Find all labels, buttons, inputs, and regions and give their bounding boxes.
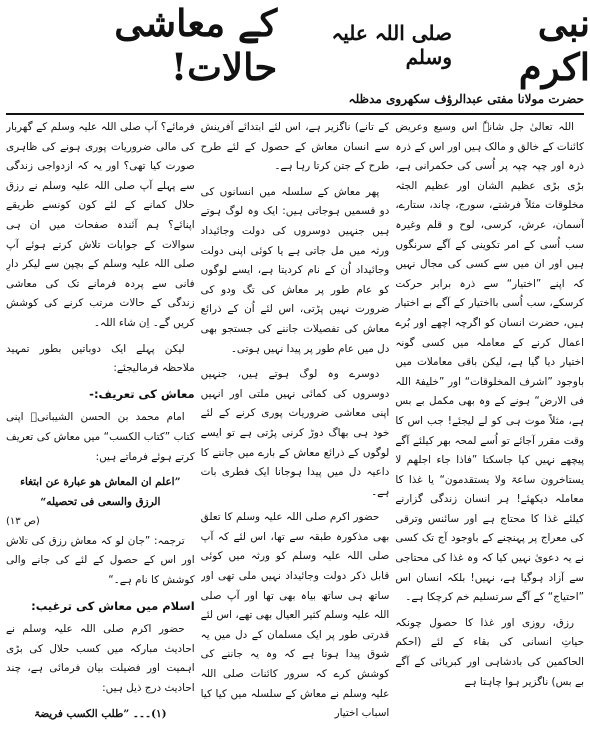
title-part-2: کے معاشی حالات! xyxy=(114,1,278,89)
title-divider xyxy=(6,113,584,115)
col2-paragraph-2: پھر معاش کے سلسلہ میں انسانوں کی دو قسمیں ہوجاتی ہیں: ایک وہ لوگ ہوتے ہیں جنہیں دوسروں کی دولت وجائیداد ورثہ میں مل جاتی ہے یا کوئی اپنی دولت وجائیداد اُن کے نام کردیتا ہے، ایسے لوگوں کو عام طور پر معاش کی تگ ودو کی ضرورت نہیں پڑتی، اس لئے اُن کے ذرائع معاش کی تفصیلات جاننے کی جستجو بھی دل میں عام طور پر پیدا نہیں ہوتی۔ xyxy=(200,185,390,355)
col3-paragraph-3: امام محمد بن الحسن الشیبانیؒ اپنی کتاب ”کتاب الکسب“ میں معاش کی تعریف کرتے ہوئے فرماتے ہیں: xyxy=(5,411,195,463)
arabic-quote: ”اعلم ان المعاش هو عبارة عن ابتغاء الرزق والسعی فی تحصیله“ xyxy=(20,476,181,508)
col2-paragraph-4: حضور اکرم صلی اللہ علیہ وسلم کا تعلق بھی مذکورہ طبقہ سے تھا، اس لئے کہ آپ صلی اللہ علیہ وسلم کو ورثہ میں کوئی قابل ذکر دولت وجائیداد نہیں ملی تھی اور ساتھ ہی ساتھ بیاہ بھی تھا اور آپ صلی اللہ علیہ وسلم کثیر العیال بھی تھے، اس لئے قدرتی طور پر ایک مسلمان کے دل میں یہ شوق پیدا ہوتا ہے کہ وہ یہ جاننے کی کوشش کرے کہ سرور کائنات صلی اللہ علیہ وسلم نے معاش کے سلسلہ میں کیا کیا اسباب اختیار xyxy=(200,511,390,720)
column-2 xyxy=(201,118,390,746)
col1-paragraph-2: رزق، روزی اور غذا کا حصول چونکہ حیاتِ انسانی کی بقاء کے لئے (احکم الحاکمین کی بادشاہی اور کبریائی کے آگے بے بس) ناگزیر ہوا چاہتا ہے xyxy=(395,616,584,688)
col3-paragraph-2: لیکن پہلے ایک دوباتیں بطور تمہید ملاحظہ فرمالیجئے: xyxy=(5,342,195,375)
quote-reference: (ص ۱۳) xyxy=(5,516,40,528)
col2-paragraph-3: دوسرے وہ لوگ ہوتے ہیں، جنہیں دوسروں کی کمائی نہیں ملتی اور انہیں اپنی معاشی ضروریات پوری کرنے کے لئے خود ہی بھاگ دوڑ کرنی پڑتی ہے تو ایسے لوگوں کے ذرائع معاش کے بارے میں جاننے کا داعیہ دل میں پیدا ہوجانا ایک فطری بات ہے۔ xyxy=(200,368,390,498)
col3-paragraph-5: حضور اکرم صلی اللہ علیہ وسلم نے احادیث مبارکہ میں کسب حلال کی بڑی اہمیت اور فضیلت بیان فرمائی ہے، چند احادیث درج ذیل ہیں: xyxy=(5,623,195,695)
article-title xyxy=(0,0,590,90)
title-part-1: نبی اکرم xyxy=(518,1,590,89)
section-heading-encouragement: اسلام میں معاش کی ترغیب: xyxy=(31,598,195,613)
section-heading-definition: معاش کی تعریف:- xyxy=(89,386,195,401)
col3-paragraph-1: فرمائے؟ آپ صلی اللہ علیہ وسلم کے گھربار کی مالی ضروریات پوری ہونے کی ظاہری صورت کیا تھی؟ اور یہ کہ ازدواجی زندگی سے پہلے آپ صلی اللہ علیہ وسلم نے رزق حلال کمانے کے لئے کون کونسے طریقے اپنائے؟ ہم آئندہ صفحات میں ان ہی سوالات کے جوابات تلاش کرتے ہوئے آپ صلی اللہ علیہ وسلم کے بچپن سے لیکر دارِ فانی سے پردہ فرمانے تک کی معاشی زندگی کے حالات مرتب کرنے کی کوشش کریں گے۔ اِن شاء اللہ۔ xyxy=(5,121,195,329)
column-1 xyxy=(395,118,584,746)
col2-paragraph-1: کے تانے) ناگزیر ہے، اس لئے ابتدائے آفرینش سے انسان معاش کے حصول کے لئے طرح طرح کے جتن کرتا رہا ہے۔ xyxy=(200,121,390,173)
hadith-quote: (۱)۔۔۔ ”طلب الکسب فریضۃ xyxy=(34,707,167,720)
column-3 xyxy=(6,118,195,746)
col1-paragraph-1: اللہ تعالیٰ جل شانہٗ اس وسیع وعریض کائنات کے خالق و مالک ہیں اور اس کے ذرہ ذرہ اور چپہ چپہ پر اُسی کی حکمرانی ہے، بڑی بڑی عظیم الشان اور عظیم الجثہ مخلوقات مثلاً فرشتے، سورج، چاند، ستارے، آسمان، عرش، کرسی، لوح و قلم وغیرہ سب اُسی کے امر تکوینی کے آگے سرنگوں ہیں اور ان میں سے کسی کی مجال نہیں کہ اپنے ”اختیار“ سے ذرہ برابر حرکت کرسکے، سب اُسی بااختیار کے آگے بے اختیار ہیں، حضرت انسان کو اگرچہ اچھے اور بُرے اعمال کرنے کے معاملہ میں کسی گونہ اختیار دیا گیا ہے، لیکن باقی معاملات میں باوجود ”اشرف المخلوقات“ اور ”خلیفۃ اللہ فی الارض“ ہونے کے وہ بھی مکمل بے بس ہے، مثلاً موت ہی کو لے لیجئے! جب اس کا وقت مقرر آجائے تو اُسے لمحہ بھر کیلئے آگے پیچھے نہیں کیا جاسکتا ”فاذا جاء اجلھم لا یستاخرون ساعۃ ولا یستقدمون“ یا غذا کا معاملہ دیکھئے! ہر انسان زندگی گزارنے کیلئے غذا کا محتاج ہے اور سائنس وترقی کی معراج پر پہنچنے کے باوجود آج تک کسی نے یہ دعویٰ نہیں کیا کہ وہ غذا کی محتاجی سے آزاد ہوگیا ہے، نہیں! بلکہ انسان اس ”احتیاج“ کے آگے سرتسلیم خم کرچکا ہے۔ xyxy=(395,121,584,604)
title-honorific: صلی اللہ علیہ وسلم xyxy=(331,21,452,69)
col3-paragraph-4: ترجمہ: ”جان لو کہ معاش رزق کی تلاش اور اس کے حصول کے لئے کی جانے والی کوشش کا نام ہے۔“ xyxy=(5,534,195,587)
author-byline: حضرت مولانا مفتی عبدالرؤف سکھروی مدظلہ xyxy=(348,92,584,106)
article-columns xyxy=(6,118,584,746)
